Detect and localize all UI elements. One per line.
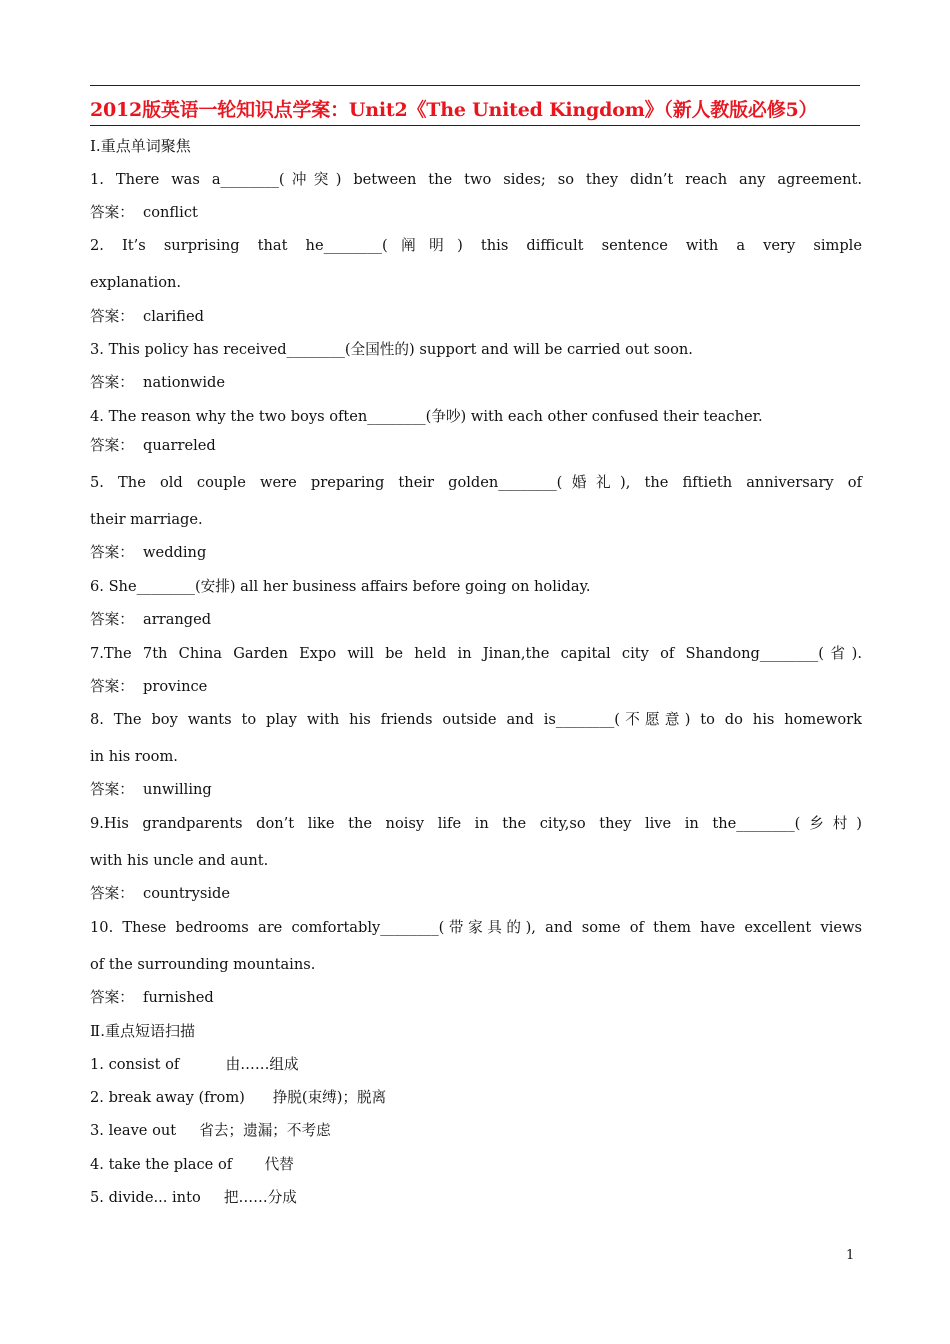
answer-7: 答案： province	[90, 678, 208, 695]
answer-9: 答案： countryside	[90, 885, 231, 902]
question-9-line-2: with his uncle and aunt.	[90, 852, 269, 869]
phrase-4: 4. take the place of 代替	[90, 1156, 294, 1173]
question-3: 3. This policy has received________(全国性的) support and will be carried out soon.	[90, 341, 693, 358]
question-5-line-2: their marriage.	[90, 511, 203, 528]
page-number: 1	[846, 1248, 855, 1263]
answer-3: 答案： nationwide	[90, 374, 226, 391]
section-heading-phrases: Ⅱ.重点短语扫描	[90, 1022, 195, 1040]
question-10-line-1: 10. These bedrooms are comfortably________(带家具的), and some of them have excellent views	[90, 919, 862, 936]
document-title: 2012版英语一轮知识点学案：Unit2《The United Kingdom》（新人教版必修5）	[90, 99, 818, 121]
question-9-line-1: 9.His grandparents don’t like the noisy life in the city,so they live in the________(乡村)	[90, 815, 862, 832]
answer-4: 答案： quarreled	[90, 437, 216, 454]
question-8-line-1: 8. The boy wants to play with his friends outside and is________(不愿意) to do his homework	[90, 711, 862, 728]
question-1: 1. There was a________(冲突) between the two sides; so they didn’t reach any agreement.	[90, 171, 862, 188]
question-2-line-1: 2. It’s surprising that he________(阐明) this difficult sentence with a very simple	[90, 237, 862, 254]
answer-5: 答案： wedding	[90, 544, 207, 561]
phrase-1: 1. consist of 由……组成	[90, 1056, 299, 1073]
question-5-line-1: 5. The old couple were preparing their golden________(婚礼), the fiftieth anniversary of	[90, 474, 862, 491]
answer-8: 答案： unwilling	[90, 781, 212, 798]
title-underline	[90, 125, 860, 126]
section-heading-words: Ⅰ.重点单词聚焦	[90, 137, 191, 155]
phrase-3: 3. leave out 省去；遗漏；不考虑	[90, 1122, 331, 1139]
answer-10: 答案： furnished	[90, 989, 214, 1006]
question-10-line-2: of the surrounding mountains.	[90, 956, 316, 973]
answer-6: 答案： arranged	[90, 611, 212, 628]
phrase-5: 5. divide... into 把……分成	[90, 1189, 297, 1206]
answer-2: 答案： clarified	[90, 308, 204, 325]
answer-1: 答案： conflict	[90, 204, 198, 221]
question-2-line-2: explanation.	[90, 274, 182, 291]
question-7: 7.The 7th China Garden Expo will be held in Jinan,the capital city of Shandong________(省).	[90, 645, 862, 662]
phrase-2: 2. break away (from) 挣脱(束缚)；脱离	[90, 1089, 387, 1106]
question-8-line-2: in his room.	[90, 748, 178, 765]
top-rule	[90, 85, 860, 86]
question-4: 4. The reason why the two boys often________(争吵) with each other confused their teacher.	[90, 408, 763, 425]
question-6: 6. She________(安排) all her business affairs before going on holiday.	[90, 578, 591, 595]
